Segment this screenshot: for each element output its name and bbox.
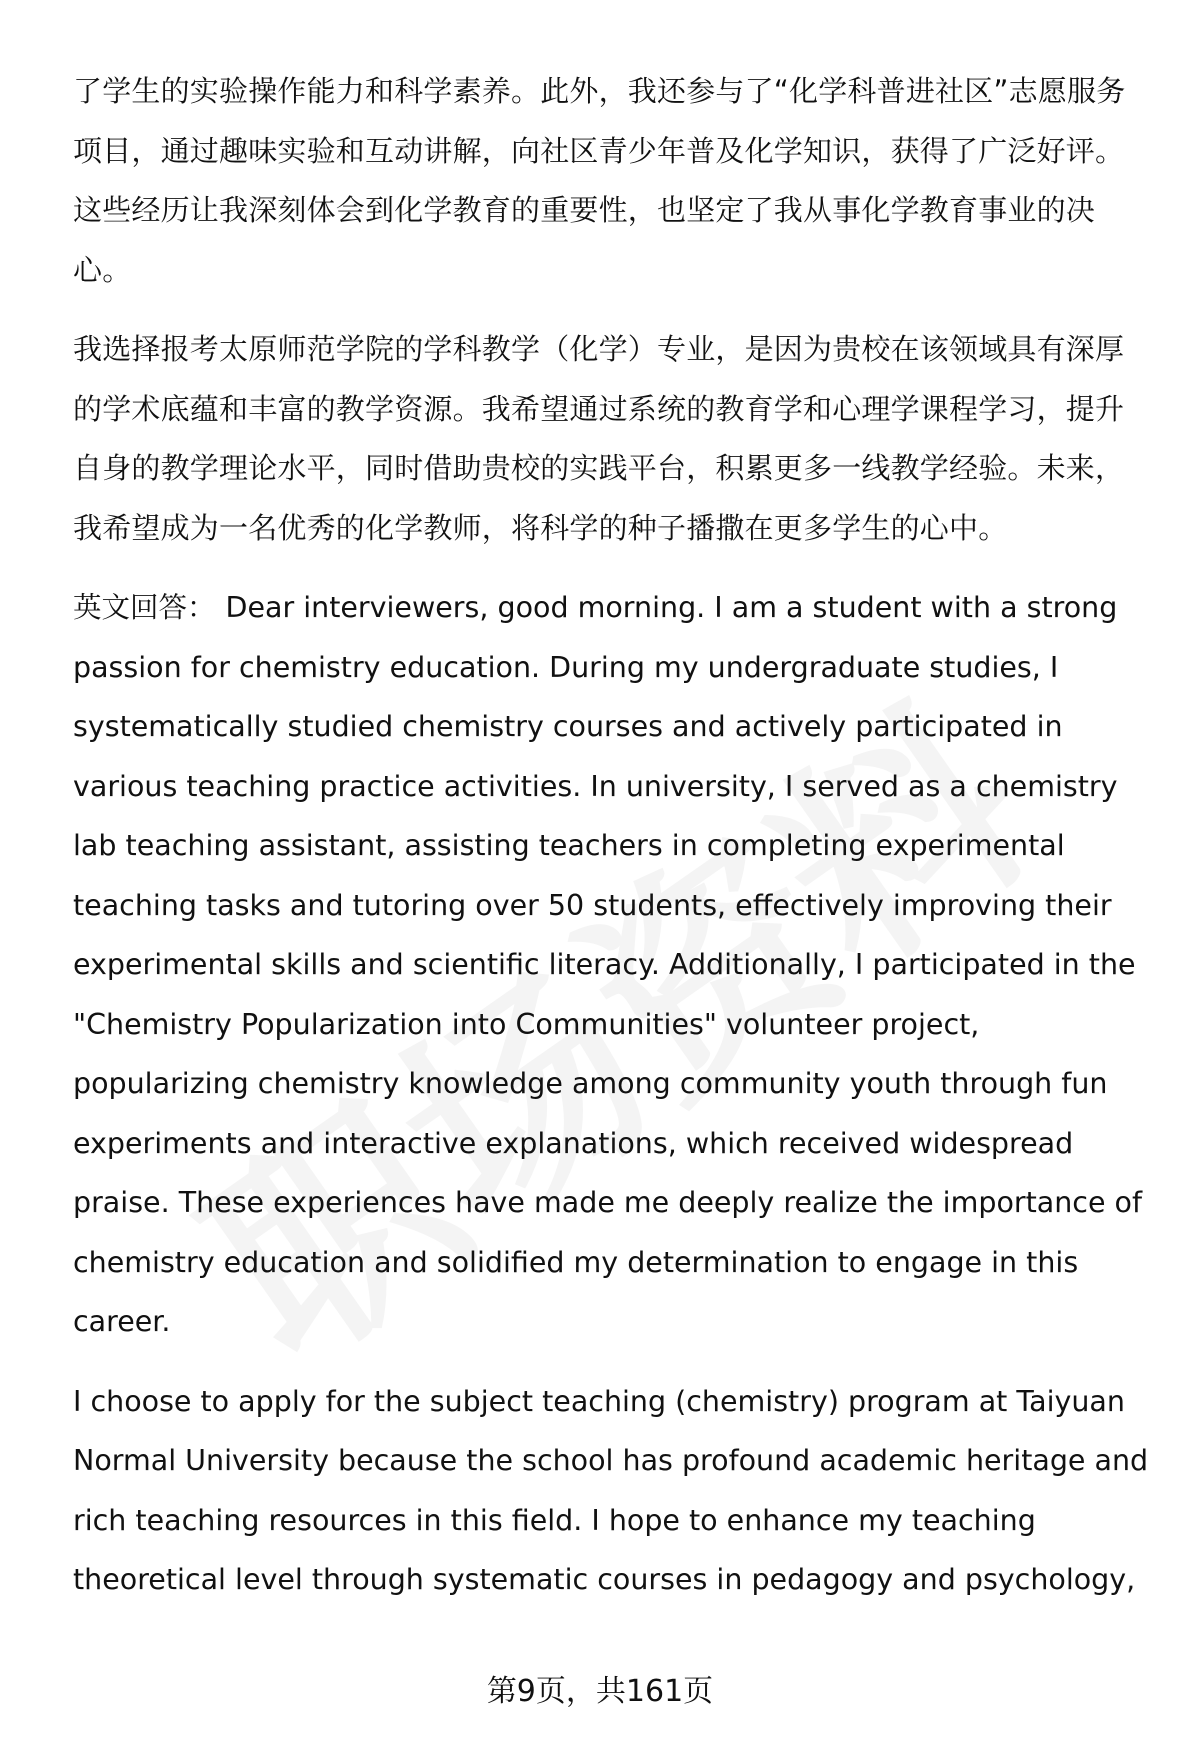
paragraph-cn-1: 了学生的实验操作能力和科学素养。此外，我还参与了“化学科普进社区”志愿服务项目，通过趣味实验和互动讲解，向社区青少年普及化学知识，获得了广泛好评。这些经历让我深刻体会到化学教育的重要性，也坚定了我从事化学教育事业的决心。: [73, 74, 1126, 287]
page-number-footer: 第9页，共161页: [486, 1674, 714, 1709]
paragraph-en-2: I choose to apply for the subject teaching (chemistry) program at Taiyuan Normal University because the school has profound academic heritage and rich teaching resources in this field. I hope to enhance my teaching theoretical level through systematic courses in pedagogy and psychology,: [73, 1384, 1149, 1596]
paragraph-en-1: [73, 578, 1153, 1352]
english-answer-label: 英文回答：: [73, 591, 216, 624]
paragraph-en-1-text: Dear interviewers, good morning. I am a student with a strong passion for chemistry education. During my undergraduate studies, I systematically studied chemistry courses and actively participated in various teaching practice activities. In university, I served as a chemistry lab teaching assistant, assisting teachers in completing experimental teaching tasks and tutoring over 50 students, effectively improving their experimental skills and scientific literacy. Additionally, I participated in the "Chemistry Popularization into Communities" volunteer project, popularizing chemistry knowledge among community youth through fun experiments and interactive explanations, which received widespread praise. These experiences have made me deeply realize the importance of chemistry education and solidified my determination to engage in this career.: [73, 591, 1143, 1338]
paragraph-cn-2: 我选择报考太原师范学院的学科教学（化学）专业，是因为贵校在该领域具有深厚的学术底蕴和丰富的教学资源。我希望通过系统的教育学和心理学课程学习，提升自身的教学理论水平，同时借助贵校的实践平台，积累更多一线教学经验。未来，我希望成为一名优秀的化学教师，将科学的种子播撒在更多学生的心中。: [73, 332, 1125, 545]
document-body: [73, 62, 1153, 1630]
